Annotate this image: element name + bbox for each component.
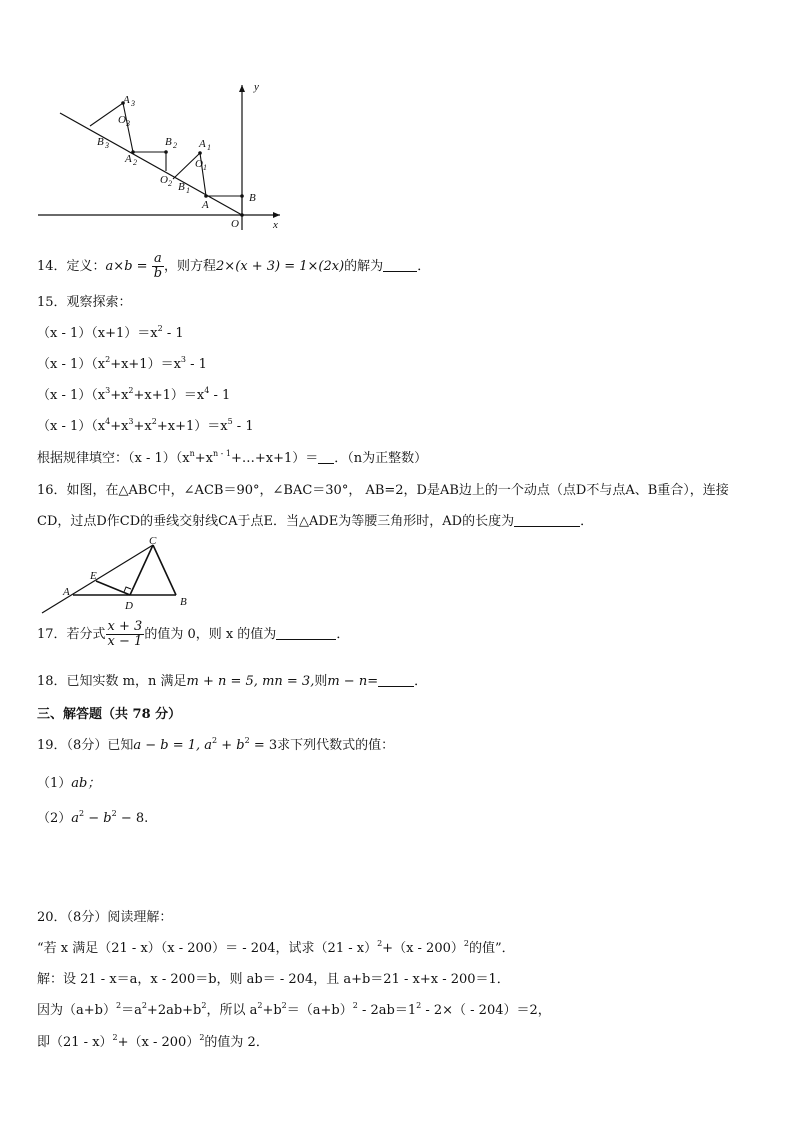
svg-text:3: 3 (126, 119, 130, 128)
svg-text:2: 2 (168, 179, 172, 188)
q15-line-4: $(x - 1)(x^4+x^3+x^2+x+1)=x^5 - 1$ (37, 417, 254, 434)
label-o2: O (160, 174, 168, 186)
q19-part-1: （1）ab； (37, 776, 101, 791)
q20-quote: “若 x 满足（21 - x）（x - 200）＝ - 204，试求（21 - x）$^2$+（x - 200）$^2$的值”． (37, 939, 515, 956)
x-axis-label: x (273, 219, 278, 231)
q15-line-1: $(x - 1)(x+1)=x^2 - 1$ (37, 324, 184, 341)
svg-text:2: 2 (133, 158, 137, 167)
label-b: B (249, 192, 256, 204)
label-a: A (63, 586, 70, 598)
answer-blank[interactable] (318, 451, 334, 464)
section-3-heading: 三、解答题（共 78 分） (37, 707, 182, 722)
origin-label: O (231, 218, 239, 230)
label-d: D (125, 600, 133, 612)
q20-conclusion: 即（21 - x）$^2$+（x - 200）$^2$的值为 2． (37, 1033, 269, 1050)
label-a3: A (123, 94, 130, 106)
q15-line-3: $(x - 1)(x^3+x^2+x+1)=x^4 - 1$ (37, 386, 231, 403)
y-axis-label: y (254, 81, 259, 93)
svg-text:3: 3 (131, 99, 135, 108)
q20-solution: 解：设 21 - x＝a，x - 200＝b，则 ab＝ - 204，且 a+b＝21 - x+x - 200＝1． (37, 972, 510, 987)
slanted-line (60, 113, 242, 215)
answer-blank[interactable] (378, 674, 414, 687)
q15-rule: 根据规律填空：$(x - 1)(x^n+x^{n - 1}+\dots+x+1)=$ ．（n为正整数） (37, 449, 428, 466)
label-a2: A (125, 153, 132, 165)
question-16-line-2: CD，过点D作CD的垂线交射线CA于点E．当△ADE为等腰三角形时，AD的长度为 ． (37, 514, 594, 529)
question-17: 17．若分式 $\frac{x + 3}{x - 1}$ 的值为 0，则 x 的值为 ． (37, 619, 350, 649)
svg-text:2: 2 (173, 141, 177, 150)
question-15-title: 15．观察探索： (37, 295, 132, 310)
label-b3: B (97, 136, 104, 148)
question-18: 18．已知实数 m，n 满足m + n = 5, mn = 3,则m − n= ． (37, 674, 428, 689)
svg-text:1: 1 (203, 163, 207, 172)
answer-blank[interactable] (276, 627, 336, 640)
svg-text:3: 3 (105, 141, 109, 150)
question-19: 19．（8分）已知a − b = 1, $a^2 + b^2 = 3$求下列代数式的值： (37, 736, 395, 753)
svg-text:1: 1 (207, 143, 211, 152)
q15-line-2: $(x - 1)(x^2+x+1)=x^3 - 1$ (37, 355, 207, 372)
label-a1: A (199, 138, 206, 150)
q14-fraction: $\frac{a}{b}$ (153, 251, 163, 281)
label-c: C (149, 535, 157, 547)
svg-text:1: 1 (186, 186, 190, 195)
label-e: E (90, 570, 97, 582)
question-20-title: 20．（8分）阅读理解： (37, 910, 173, 925)
label-b: B (180, 596, 187, 608)
q20-because: 因为$(a+b)^2=a^2+2ab+b^2$，所以 $a^2+b^2=(a+b)^2 - 2ab=1^2 - 2\times( - 204)=2$， (37, 1001, 551, 1018)
answer-blank[interactable] (514, 514, 580, 527)
question-14: 14．定义：a×b = $\frac{a}{b}$ ，则方程2×(x + 3) = 1×(2x)的解为 ． (37, 251, 431, 281)
answer-blank[interactable] (383, 259, 417, 272)
question-16-line-1: 16．如图，在△ABC中，∠ACB＝90°，∠BAC＝30°， AB=2，D是AB边上的一个动点（点D不与点A、B重合），连接 (37, 483, 729, 498)
triangle-figure (38, 535, 198, 617)
label-a: A (202, 199, 209, 211)
label-b2: B (165, 136, 172, 148)
coordinate-figure (30, 75, 300, 235)
q17-fraction: $\frac{x + 3}{x - 1}$ (107, 619, 143, 649)
label-b1: B (178, 181, 185, 193)
label-o1: O (195, 158, 203, 170)
q19-part-2: $(2)a^2 - b^2 - 8$. (37, 809, 149, 826)
label-o3: O (118, 114, 126, 126)
